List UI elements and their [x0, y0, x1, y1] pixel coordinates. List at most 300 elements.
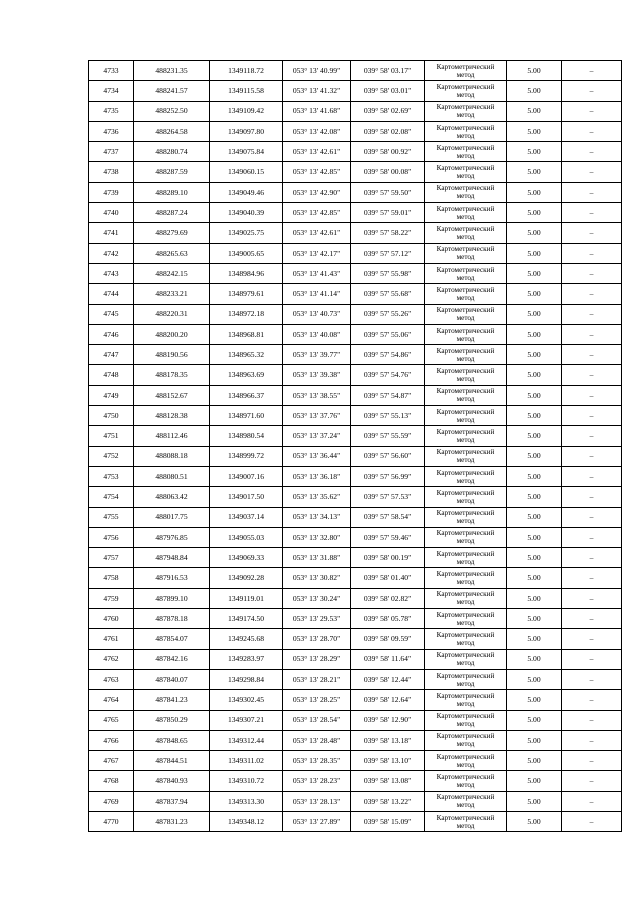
cell-coord-y: 1348984.96 [210, 263, 283, 283]
cell-longitude: 039° 57' 55.68" [351, 284, 425, 304]
cell-longitude: 039° 58' 01.40" [351, 568, 425, 588]
cell-coord-y: 1349298.84 [210, 669, 283, 689]
method-line-2: метод [456, 334, 475, 343]
cell-accuracy: 5.00 [507, 791, 562, 811]
method-line-1: Картометрический [436, 448, 495, 457]
cell-latitude: 053° 13' 41.32" [283, 81, 351, 101]
cell-latitude: 053° 13' 28.29" [283, 649, 351, 669]
table-row [89, 81, 622, 101]
method-line-2: метод [456, 476, 475, 485]
cell-point-number: 4758 [89, 568, 134, 588]
cell-latitude: 053° 13' 36.44" [283, 446, 351, 466]
method-line-1: Картометрический [436, 570, 495, 579]
cell-coord-y: 1348963.69 [210, 365, 283, 385]
cell-coord-x: 488017.75 [134, 507, 210, 527]
table-row [89, 669, 622, 689]
method-line-1: Картометрический [436, 62, 495, 71]
cell-note: – [562, 223, 622, 243]
cell-coord-x: 487850.29 [134, 710, 210, 730]
cell-longitude: 039° 58' 15.09" [351, 811, 425, 831]
cell-coord-x: 488112.46 [134, 426, 210, 446]
cell-point-number: 4748 [89, 365, 134, 385]
method-line-1: Картометрический [436, 529, 495, 538]
cell-longitude: 039° 57' 55.13" [351, 406, 425, 426]
table-row [89, 426, 622, 446]
cell-method [425, 426, 507, 446]
cell-accuracy: 5.00 [507, 609, 562, 629]
cell-latitude: 053° 13' 34.13" [283, 507, 351, 527]
cell-point-number: 4750 [89, 406, 134, 426]
cell-point-number: 4734 [89, 81, 134, 101]
table-row [89, 365, 622, 385]
method-line-2: метод [456, 578, 475, 587]
cell-coord-x: 487840.93 [134, 771, 210, 791]
cell-note: – [562, 811, 622, 831]
cell-accuracy: 5.00 [507, 304, 562, 324]
cell-method [425, 324, 507, 344]
cell-method [425, 629, 507, 649]
method-line-1: Картометрический [436, 204, 495, 213]
method-line-2: метод [456, 699, 475, 708]
cell-point-number: 4736 [89, 121, 134, 141]
cell-longitude: 039° 57' 58.22" [351, 223, 425, 243]
cell-point-number: 4757 [89, 548, 134, 568]
table-row [89, 406, 622, 426]
cell-accuracy: 5.00 [507, 751, 562, 771]
method-line-1: Картометрический [436, 509, 495, 518]
table-row [89, 609, 622, 629]
cell-note: – [562, 263, 622, 283]
method-line-1: Картометрический [436, 346, 495, 355]
cell-coord-x: 488280.74 [134, 142, 210, 162]
cell-method [425, 669, 507, 689]
cell-point-number: 4747 [89, 345, 134, 365]
cell-accuracy: 5.00 [507, 121, 562, 141]
cell-coord-x: 488178.35 [134, 365, 210, 385]
cell-note: – [562, 385, 622, 405]
cell-method [425, 791, 507, 811]
cell-note: – [562, 203, 622, 223]
cell-coord-x: 488080.51 [134, 466, 210, 486]
cell-method [425, 182, 507, 202]
method-line-2: метод [456, 70, 475, 79]
table-row [89, 710, 622, 730]
cell-coord-y: 1349055.03 [210, 527, 283, 547]
cell-longitude: 039° 57' 55.98" [351, 263, 425, 283]
table-row [89, 690, 622, 710]
method-line-1: Картометрический [436, 103, 495, 112]
cell-method [425, 223, 507, 243]
cell-longitude: 039° 58' 02.69" [351, 101, 425, 121]
cell-point-number: 4754 [89, 487, 134, 507]
cell-coord-y: 1349069.33 [210, 548, 283, 568]
cell-accuracy: 5.00 [507, 568, 562, 588]
cell-accuracy: 5.00 [507, 771, 562, 791]
cell-note: – [562, 710, 622, 730]
cell-coord-x: 487916.53 [134, 568, 210, 588]
cell-coord-y: 1348965.32 [210, 345, 283, 365]
cell-method [425, 162, 507, 182]
cell-method [425, 751, 507, 771]
cell-method [425, 345, 507, 365]
table-row [89, 284, 622, 304]
table-row [89, 162, 622, 182]
cell-note: – [562, 466, 622, 486]
cell-latitude: 053° 13' 40.08" [283, 324, 351, 344]
cell-point-number: 4770 [89, 811, 134, 831]
cell-latitude: 053° 13' 28.70" [283, 629, 351, 649]
cell-method [425, 121, 507, 141]
table-row [89, 811, 622, 831]
method-line-1: Картометрический [436, 82, 495, 91]
cell-coord-y: 1348966.37 [210, 385, 283, 405]
cell-coord-x: 488279.69 [134, 223, 210, 243]
method-line-2: метод [456, 354, 475, 363]
cell-coord-x: 488287.24 [134, 203, 210, 223]
cell-coord-y: 1348999.72 [210, 446, 283, 466]
cell-latitude: 053° 13' 42.17" [283, 243, 351, 263]
cell-coord-x: 488152.67 [134, 385, 210, 405]
cell-coord-y: 1349040.39 [210, 203, 283, 223]
cell-coord-y: 1349060.15 [210, 162, 283, 182]
cell-coord-x: 487899.10 [134, 588, 210, 608]
cell-coord-y: 1349005.65 [210, 243, 283, 263]
cell-method [425, 406, 507, 426]
cell-method [425, 487, 507, 507]
cell-note: – [562, 304, 622, 324]
cell-longitude: 039° 57' 56.60" [351, 446, 425, 466]
cell-coord-y: 1349007.16 [210, 466, 283, 486]
method-line-2: метод [456, 537, 475, 546]
cell-latitude: 053° 13' 29.53" [283, 609, 351, 629]
table-row [89, 507, 622, 527]
method-line-2: метод [456, 253, 475, 262]
cell-method [425, 710, 507, 730]
cell-coord-y: 1349017.50 [210, 487, 283, 507]
cell-method [425, 304, 507, 324]
cell-longitude: 039° 58' 00.19" [351, 548, 425, 568]
cell-point-number: 4740 [89, 203, 134, 223]
cell-method [425, 588, 507, 608]
cell-coord-x: 488289.10 [134, 182, 210, 202]
cell-coord-x: 487854.07 [134, 629, 210, 649]
cell-longitude: 039° 58' 03.01" [351, 81, 425, 101]
cell-latitude: 053° 13' 28.25" [283, 690, 351, 710]
cell-latitude: 053° 13' 41.14" [283, 284, 351, 304]
cell-note: – [562, 548, 622, 568]
cell-coord-y: 1349174.50 [210, 609, 283, 629]
cell-note: – [562, 81, 622, 101]
method-line-1: Картометрический [436, 488, 495, 497]
cell-longitude: 039° 58' 03.17" [351, 61, 425, 81]
cell-coord-x: 487842.16 [134, 649, 210, 669]
cell-coord-y: 1349313.30 [210, 791, 283, 811]
cell-point-number: 4753 [89, 466, 134, 486]
cell-latitude: 053° 13' 42.90" [283, 182, 351, 202]
cell-longitude: 039° 58' 09.59" [351, 629, 425, 649]
table-row [89, 568, 622, 588]
cell-method [425, 284, 507, 304]
cell-point-number: 4766 [89, 730, 134, 750]
cell-point-number: 4756 [89, 527, 134, 547]
cell-longitude: 039° 58' 02.82" [351, 588, 425, 608]
cell-longitude: 039° 57' 55.26" [351, 304, 425, 324]
method-line-1: Картометрический [436, 813, 495, 822]
cell-accuracy: 5.00 [507, 345, 562, 365]
cell-latitude: 053° 13' 37.24" [283, 426, 351, 446]
cell-note: – [562, 568, 622, 588]
cell-coord-y: 1349097.80 [210, 121, 283, 141]
cell-point-number: 4751 [89, 426, 134, 446]
cell-note: – [562, 406, 622, 426]
method-line-2: метод [456, 192, 475, 201]
cell-longitude: 039° 57' 54.87" [351, 385, 425, 405]
cell-coord-y: 1348972.18 [210, 304, 283, 324]
cell-point-number: 4759 [89, 588, 134, 608]
cell-latitude: 053° 13' 32.80" [283, 527, 351, 547]
cell-accuracy: 5.00 [507, 811, 562, 831]
cell-accuracy: 5.00 [507, 507, 562, 527]
cell-method [425, 101, 507, 121]
cell-point-number: 4735 [89, 101, 134, 121]
method-line-2: метод [456, 111, 475, 120]
cell-coord-y: 1349312.44 [210, 730, 283, 750]
cell-longitude: 039° 58' 13.18" [351, 730, 425, 750]
cell-accuracy: 5.00 [507, 385, 562, 405]
method-line-1: Картометрический [436, 326, 495, 335]
cell-note: – [562, 61, 622, 81]
cell-point-number: 4738 [89, 162, 134, 182]
cell-accuracy: 5.00 [507, 142, 562, 162]
cell-accuracy: 5.00 [507, 426, 562, 446]
cell-method [425, 243, 507, 263]
cell-accuracy: 5.00 [507, 365, 562, 385]
cell-latitude: 053° 13' 39.77" [283, 345, 351, 365]
cell-method [425, 690, 507, 710]
cell-coord-x: 488233.21 [134, 284, 210, 304]
cell-note: – [562, 609, 622, 629]
table-row [89, 101, 622, 121]
cell-point-number: 4764 [89, 690, 134, 710]
cell-coord-x: 488190.56 [134, 345, 210, 365]
method-line-1: Картометрический [436, 407, 495, 416]
cell-accuracy: 5.00 [507, 203, 562, 223]
method-line-2: метод [456, 212, 475, 221]
cell-point-number: 4762 [89, 649, 134, 669]
cell-latitude: 053° 13' 40.99" [283, 61, 351, 81]
cell-latitude: 053° 13' 39.38" [283, 365, 351, 385]
cell-point-number: 4752 [89, 446, 134, 466]
cell-point-number: 4746 [89, 324, 134, 344]
cell-accuracy: 5.00 [507, 730, 562, 750]
cell-coord-y: 1349075.84 [210, 142, 283, 162]
cell-latitude: 053° 13' 42.08" [283, 121, 351, 141]
method-line-1: Картометрический [436, 164, 495, 173]
table-row [89, 791, 622, 811]
method-line-2: метод [456, 517, 475, 526]
cell-note: – [562, 690, 622, 710]
cell-point-number: 4743 [89, 263, 134, 283]
cell-latitude: 053° 13' 30.82" [283, 568, 351, 588]
cell-point-number: 4733 [89, 61, 134, 81]
cell-latitude: 053° 13' 28.21" [283, 669, 351, 689]
cell-coord-x: 487948.84 [134, 548, 210, 568]
cell-method [425, 385, 507, 405]
cell-coord-y: 1349307.21 [210, 710, 283, 730]
method-line-2: метод [456, 598, 475, 607]
method-line-2: метод [456, 821, 475, 830]
method-line-1: Картометрический [436, 468, 495, 477]
method-line-1: Картометрический [436, 610, 495, 619]
cell-latitude: 053° 13' 42.85" [283, 162, 351, 182]
table-row [89, 182, 622, 202]
method-line-1: Картометрический [436, 265, 495, 274]
cell-note: – [562, 730, 622, 750]
table-row [89, 263, 622, 283]
cell-point-number: 4755 [89, 507, 134, 527]
method-line-1: Картометрический [436, 773, 495, 782]
method-line-2: метод [456, 293, 475, 302]
cell-latitude: 053° 13' 41.43" [283, 263, 351, 283]
cell-longitude: 039° 58' 12.64" [351, 690, 425, 710]
cell-accuracy: 5.00 [507, 61, 562, 81]
cell-note: – [562, 507, 622, 527]
method-line-2: метод [456, 151, 475, 160]
method-line-2: метод [456, 131, 475, 140]
cell-method [425, 203, 507, 223]
method-line-2: метод [456, 456, 475, 465]
cell-accuracy: 5.00 [507, 446, 562, 466]
cell-longitude: 039° 58' 11.64" [351, 649, 425, 669]
cell-note: – [562, 121, 622, 141]
cell-method [425, 730, 507, 750]
cell-coord-y: 1348971.60 [210, 406, 283, 426]
method-line-2: метод [456, 557, 475, 566]
table-row [89, 466, 622, 486]
cell-coord-y: 1349092.28 [210, 568, 283, 588]
cell-longitude: 039° 58' 02.08" [351, 121, 425, 141]
cell-note: – [562, 426, 622, 446]
cell-method [425, 527, 507, 547]
cell-point-number: 4739 [89, 182, 134, 202]
cell-coord-y: 1349311.02 [210, 751, 283, 771]
cell-coord-y: 1348968.81 [210, 324, 283, 344]
cell-method [425, 81, 507, 101]
cell-note: – [562, 284, 622, 304]
method-line-1: Картометрический [436, 123, 495, 132]
cell-coord-x: 488264.58 [134, 121, 210, 141]
cell-accuracy: 5.00 [507, 548, 562, 568]
cell-note: – [562, 243, 622, 263]
cell-coord-y: 1349302.45 [210, 690, 283, 710]
cell-latitude: 053° 13' 40.73" [283, 304, 351, 324]
cell-method [425, 446, 507, 466]
cell-method [425, 61, 507, 81]
cell-accuracy: 5.00 [507, 81, 562, 101]
cell-coord-x: 488242.15 [134, 263, 210, 283]
cell-note: – [562, 527, 622, 547]
cell-coord-x: 488088.18 [134, 446, 210, 466]
method-line-1: Картометрический [436, 590, 495, 599]
method-line-1: Картометрический [436, 367, 495, 376]
method-line-2: метод [456, 233, 475, 242]
cell-latitude: 053° 13' 38.55" [283, 385, 351, 405]
table-row [89, 324, 622, 344]
method-line-2: метод [456, 415, 475, 424]
method-line-2: метод [456, 375, 475, 384]
cell-accuracy: 5.00 [507, 649, 562, 669]
cell-longitude: 039° 58' 05.78" [351, 609, 425, 629]
cell-note: – [562, 324, 622, 344]
cell-method [425, 142, 507, 162]
cell-point-number: 4744 [89, 284, 134, 304]
cell-longitude: 039° 57' 58.54" [351, 507, 425, 527]
table-row [89, 487, 622, 507]
table-row [89, 446, 622, 466]
table-row [89, 121, 622, 141]
cell-coord-x: 487848.65 [134, 730, 210, 750]
cell-latitude: 053° 13' 35.62" [283, 487, 351, 507]
cell-accuracy: 5.00 [507, 466, 562, 486]
cell-coord-x: 487844.51 [134, 751, 210, 771]
cell-note: – [562, 365, 622, 385]
method-line-1: Картометрический [436, 549, 495, 558]
cell-coord-y: 1348980.54 [210, 426, 283, 446]
cell-coord-x: 487878.18 [134, 609, 210, 629]
table-row [89, 243, 622, 263]
cell-coord-x: 487837.94 [134, 791, 210, 811]
cell-accuracy: 5.00 [507, 182, 562, 202]
cell-accuracy: 5.00 [507, 669, 562, 689]
cell-method [425, 771, 507, 791]
cell-accuracy: 5.00 [507, 162, 562, 182]
cell-coord-y: 1349245.68 [210, 629, 283, 649]
cell-coord-y: 1349115.58 [210, 81, 283, 101]
cell-coord-y: 1349109.42 [210, 101, 283, 121]
cell-accuracy: 5.00 [507, 324, 562, 344]
cell-note: – [562, 101, 622, 121]
cell-coord-y: 1349283.97 [210, 649, 283, 669]
method-line-1: Картометрический [436, 245, 495, 254]
table-body [89, 61, 622, 832]
cell-longitude: 039° 58' 12.44" [351, 669, 425, 689]
method-line-1: Картометрический [436, 752, 495, 761]
cell-note: – [562, 771, 622, 791]
cell-latitude: 053° 13' 28.54" [283, 710, 351, 730]
cell-latitude: 053° 13' 30.24" [283, 588, 351, 608]
cell-point-number: 4741 [89, 223, 134, 243]
table-row [89, 203, 622, 223]
cell-longitude: 039° 58' 00.08" [351, 162, 425, 182]
coordinates-table [88, 60, 622, 832]
cell-point-number: 4745 [89, 304, 134, 324]
cell-method [425, 507, 507, 527]
cell-note: – [562, 446, 622, 466]
table-row [89, 751, 622, 771]
cell-longitude: 039° 58' 13.22" [351, 791, 425, 811]
cell-latitude: 053° 13' 42.61" [283, 142, 351, 162]
method-line-1: Картометрический [436, 651, 495, 660]
cell-accuracy: 5.00 [507, 223, 562, 243]
cell-accuracy: 5.00 [507, 263, 562, 283]
method-line-2: метод [456, 720, 475, 729]
cell-note: – [562, 162, 622, 182]
cell-point-number: 4765 [89, 710, 134, 730]
cell-coord-x: 488241.57 [134, 81, 210, 101]
method-line-1: Картометрический [436, 143, 495, 152]
table-row [89, 588, 622, 608]
method-line-2: метод [456, 740, 475, 749]
